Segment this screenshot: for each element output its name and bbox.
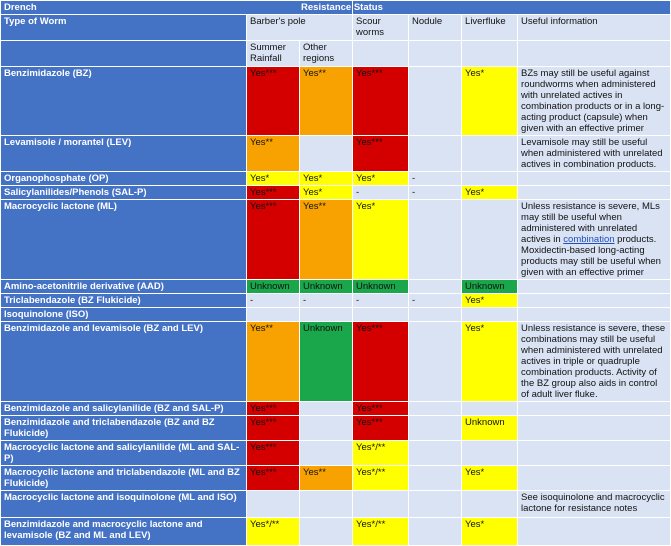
scour-worms-value: Yes*: [353, 172, 409, 186]
table-row: [1, 294, 671, 308]
drench-name: Macrocyclic lactone and isoquinolone (ML and ISO): [1, 491, 247, 518]
table-row: [1, 491, 671, 518]
table-row: [1, 186, 671, 200]
nodule-value: [409, 441, 462, 466]
nodule-value: -: [409, 186, 462, 200]
table-row: [1, 280, 671, 294]
useful-info-text: [518, 402, 671, 416]
summer-rainfall-value: Yes***: [247, 186, 300, 200]
liverfluke-value: Yes*: [462, 466, 518, 491]
liverfluke-value: Yes*: [462, 67, 518, 136]
summer-rainfall-value: Yes***: [247, 67, 300, 136]
scour-worms-value: Yes***: [353, 402, 409, 416]
drench-name: Salicylanilides/Phenols (SAL-P): [1, 186, 247, 200]
nodule-value: [409, 402, 462, 416]
useful-info-text: Unless resistance is severe, MLs may still be useful when administered with unrelated actives in combination products. Moxidectin-based long-acting products may still be useful when given with an effective primer: [518, 200, 671, 280]
other-regions-header: Other regions: [300, 41, 353, 67]
other-regions-value: Unknown: [300, 280, 353, 294]
other-regions-value: [300, 136, 353, 172]
table-row: [1, 308, 671, 322]
table-row: [1, 416, 671, 441]
drench-name: Levamisole / morantel (LEV): [1, 136, 247, 172]
table-row: [1, 441, 671, 466]
drench-name: Amino-acetonitrile derivative (AAD): [1, 280, 247, 294]
drench-name: Triclabendazole (BZ Flukicide): [1, 294, 247, 308]
nodule-value: -: [409, 294, 462, 308]
useful-info-text: Levamisole may still be useful when administered with unrelated actives in combination products.: [518, 136, 671, 172]
scour-worms-value: Yes***: [353, 136, 409, 172]
liverfluke-value: [462, 136, 518, 172]
table-row: [1, 518, 671, 546]
useful-info-text: [518, 280, 671, 294]
drench-name: Benzimidazole and salicylanilide (BZ and SAL-P): [1, 402, 247, 416]
liverfluke-value: [462, 402, 518, 416]
table-row: [1, 200, 671, 280]
useful-info-text: [518, 466, 671, 491]
nodule-header: Nodule: [409, 15, 462, 41]
useful-info-text: [518, 441, 671, 466]
scour-worms-header: Scour worms: [353, 15, 409, 41]
other-regions-value: [300, 416, 353, 441]
barbers-pole-header: Barber's pole: [247, 15, 353, 41]
nodule-value: [409, 322, 462, 402]
summer-rainfall-value: Yes***: [247, 441, 300, 466]
summer-rainfall-value: Yes**: [247, 136, 300, 172]
nodule-value: -: [409, 172, 462, 186]
scour-worms-value: Yes*/**: [353, 518, 409, 546]
summer-rainfall-value: Yes*: [247, 172, 300, 186]
useful-info-text: [518, 518, 671, 546]
table-row: [1, 172, 671, 186]
other-regions-value: Yes*: [300, 172, 353, 186]
summer-rainfall-value: Yes*/**: [247, 518, 300, 546]
other-regions-value: [300, 518, 353, 546]
drench-name: Macrocyclic lactone (ML): [1, 200, 247, 280]
other-regions-value: Yes**: [300, 200, 353, 280]
resistance-status-header: Resistance Status: [353, 1, 671, 15]
scour-worms-value: Yes*/**: [353, 466, 409, 491]
type-of-worm-header: Type of Worm: [1, 15, 247, 41]
useful-info-text: BZs may still be useful against roundworms when administered with unrelated actives in combination products or in a long-acting product (capsule) when given with an effective primer: [518, 67, 671, 136]
scour-worms-value: Yes*/**: [353, 441, 409, 466]
summer-rainfall-value: Yes***: [247, 402, 300, 416]
subheader-spacer: [1, 41, 247, 67]
summer-rainfall-value: -: [247, 294, 300, 308]
other-regions-value: -: [300, 294, 353, 308]
useful-info-text: [518, 172, 671, 186]
liverfluke-value: Yes*: [462, 186, 518, 200]
drench-name: Macrocyclic lactone and triclabendazole (ML and BZ Flukicide): [1, 466, 247, 491]
scour-worms-value: Yes***: [353, 67, 409, 136]
other-regions-value: [300, 441, 353, 466]
liverfluke-value: Unknown: [462, 416, 518, 441]
useful-info-text: [518, 416, 671, 441]
table-row: [1, 466, 671, 491]
nodule-value: [409, 136, 462, 172]
drench-name: Macrocyclic lactone and salicylanilide (ML and SAL-P): [1, 441, 247, 466]
nodule-value: [409, 280, 462, 294]
other-regions-value: Yes**: [300, 466, 353, 491]
summer-rainfall-value: Unknown: [247, 280, 300, 294]
drench-name: Benzimidazole (BZ): [1, 67, 247, 136]
combination-link[interactable]: combination: [563, 234, 615, 245]
useful-info-header: Useful information: [518, 15, 671, 41]
liverfluke-value: [462, 172, 518, 186]
liverfluke-value: Yes*: [462, 322, 518, 402]
summer-rainfall-value: Yes**: [247, 322, 300, 402]
liverfluke-header: Liverfluke: [462, 15, 518, 41]
other-regions-value: Unknown: [300, 322, 353, 402]
nodule-value: [409, 518, 462, 546]
useful-info-text: [518, 186, 671, 200]
useful-info-text: See isoquinolone and macrocyclic lactone for resistance notes: [518, 491, 671, 518]
scour-worms-value: Yes*: [353, 200, 409, 280]
nodule-value: [409, 67, 462, 136]
useful-info-text: Unless resistance is severe, these combinations may still be useful when administered with unrelated actives in triple or quadruple combination products. Activity of the BZ group also aids in control of adult liver fluke.: [518, 322, 671, 402]
table-row: [1, 67, 671, 136]
drench-name: Benzimidazole and triclabendazole (BZ and BZ Flukicide): [1, 416, 247, 441]
scour-worms-value: Yes***: [353, 416, 409, 441]
scour-worms-value: Unknown: [353, 280, 409, 294]
drench-header: Drench: [1, 1, 353, 15]
liverfluke-value: Yes*: [462, 294, 518, 308]
summer-rainfall-value: Yes***: [247, 416, 300, 441]
other-regions-value: [300, 402, 353, 416]
table-row: [1, 136, 671, 172]
drench-name: Benzimidazole and macrocyclic lactone and levamisole (BZ and ML and LEV): [1, 518, 247, 546]
summer-rainfall-value: Yes***: [247, 200, 300, 280]
drench-name: Organophosphate (OP): [1, 172, 247, 186]
nodule-value: [409, 466, 462, 491]
liverfluke-value: [462, 200, 518, 280]
liverfluke-value: [462, 441, 518, 466]
scour-worms-value: Yes***: [353, 322, 409, 402]
nodule-value: [409, 200, 462, 280]
liverfluke-value: Unknown: [462, 280, 518, 294]
other-regions-value: Yes*: [300, 186, 353, 200]
scour-worms-value: -: [353, 186, 409, 200]
table-row: [1, 402, 671, 416]
liverfluke-value: Yes*: [462, 518, 518, 546]
drench-name: Isoquinolone (ISO): [1, 308, 247, 322]
scour-worms-value: -: [353, 294, 409, 308]
drench-name: Benzimidazole and levamisole (BZ and LEV): [1, 322, 247, 402]
other-regions-value: Yes**: [300, 67, 353, 136]
table-row: [1, 322, 671, 402]
summer-rainfall-header: Summer Rainfall: [247, 41, 300, 67]
summer-rainfall-value: Yes***: [247, 466, 300, 491]
useful-info-text: [518, 294, 671, 308]
nodule-value: [409, 416, 462, 441]
